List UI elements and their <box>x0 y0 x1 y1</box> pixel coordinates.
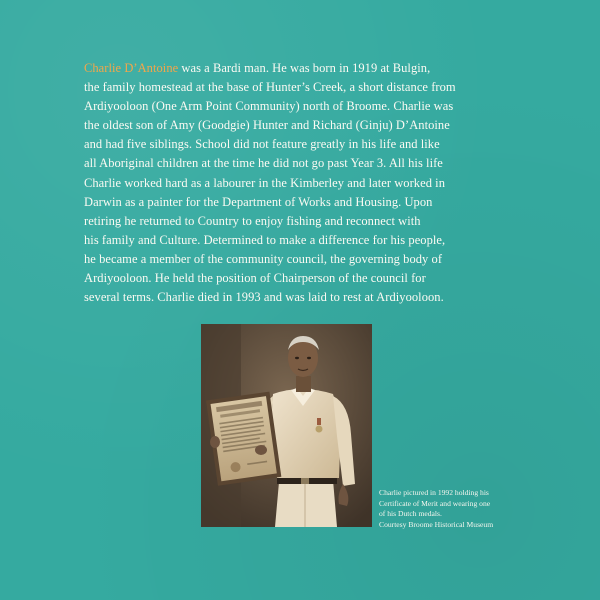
bio-line: his family and Culture. Determined to make a difference for his people, <box>84 232 446 247</box>
photo-caption <box>379 488 549 530</box>
portrait-photo <box>201 324 372 527</box>
bio-line: all Aboriginal children at the time he did not go past Year 3. All his life <box>84 156 443 171</box>
caption-line: Charlie pictured in 1992 holding his <box>379 488 489 497</box>
bio-line: and had five siblings. School did not feature greatly in his life and like <box>84 137 440 152</box>
subject-name: Charlie D’Antoine <box>84 61 179 75</box>
bio-line: several terms. Charlie died in 1993 and was laid to rest at Ardiyooloon. <box>84 290 444 305</box>
photo-illustration <box>201 324 372 527</box>
bio-line-text: was a Bardi man. He was born in 1919 at Bulgin, <box>178 61 431 75</box>
bio-line: Darwin as a painter for the Department of Works and Housing. Upon <box>84 194 433 209</box>
bio-line: the family homestead at the base of Hunter’s Creek, a short distance from <box>84 80 456 95</box>
bio-line: the oldest son of Amy (Goodgie) Hunter and Richard (Ginju) D’Antoine <box>84 118 450 133</box>
caption-line: Certificate of Merit and wearing one <box>379 498 491 508</box>
bio-line: Ardiyooloon. He held the position of Chairperson of the council for <box>84 271 426 286</box>
bio-line <box>84 59 532 78</box>
bio-line: he became a member of the community council, the governing body of <box>84 251 443 266</box>
caption-line: Courtesy Broome Historical Museum <box>379 519 494 529</box>
bio-line: Ardiyooloon (One Arm Point Community) north of Broome. Charlie was <box>84 99 454 114</box>
bio-line: retiring he returned to Country to enjoy fishing and reconnect with <box>84 213 421 228</box>
biography-text <box>84 59 532 307</box>
bio-line: Charlie worked hard as a labourer in the Kimberley and later worked in <box>84 175 446 190</box>
caption-line: of his Dutch medals. <box>379 509 442 518</box>
